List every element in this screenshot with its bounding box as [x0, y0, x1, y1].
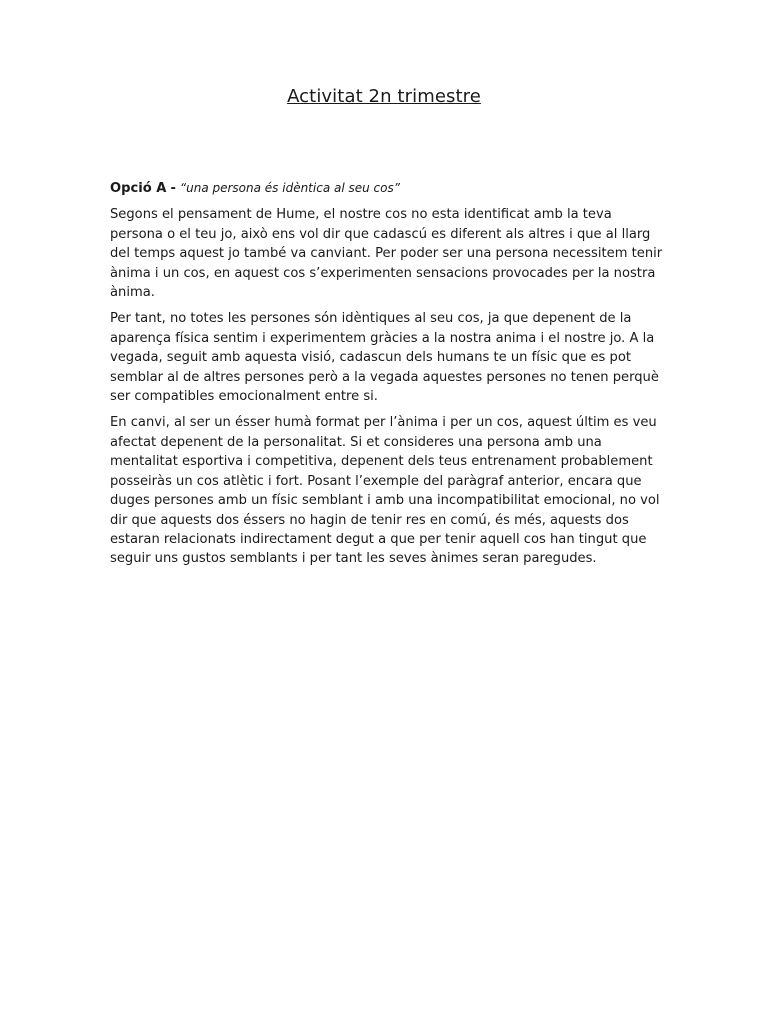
paragraph-2: Per tant, no totes les persones són idèntiques al seu cos, ja que depenent de la aparença física sentim i experimentem gràcies a la nostra anima i el nostre jo. A la vegada, seguit amb aquesta visió, cadascun dels humans te un físic que es pot semblar al de altres persones però a la vegada aquestes persones no tenen perquè ser compatibles emocionalment entre si. — [110, 311, 659, 405]
option-label: Opció A — [110, 181, 167, 196]
document-title: Activitat 2n trimestre — [287, 86, 481, 107]
option-heading — [110, 179, 666, 198]
document-body — [110, 179, 666, 576]
option-separator: - — [170, 181, 176, 196]
option-quote: “una persona és idèntica al seu cos” — [179, 181, 400, 195]
paragraph-1: Segons el pensament de Hume, el nostre cos no esta identificat amb la teva persona o el teu jo, això ens vol dir que cadascú es diferent als altres i que al llarg del temps aquest jo també va canviant. Per poder ser una persona necessitem tenir ànima i un cos, en aquest cos s’experimenten sensacions provocades per la nostra ànima. — [110, 207, 663, 301]
paragraph-3: En canvi, al ser un ésser humà format per l’ànima i per un cos, aquest últim es veu afectat depenent de la personalitat. Si et consideres una persona amb una mentalitat esportiva i competitiva, depenent dels teus entrenament probablement posseiràs un cos atlètic i fort. Posant l’exemple del paràgraf anterior, encara que duges persones amb un físic semblant i amb una incompatibilitat emocional, no vol dir que aquests dos éssers no hagin de tenir res en comú, és més, aquests dos estaran relacionats indirectament degut a que per tenir aquell cos han tingut que seguir uns gustos semblants i per tant les seves ànimes seran paregudes. — [110, 415, 660, 567]
